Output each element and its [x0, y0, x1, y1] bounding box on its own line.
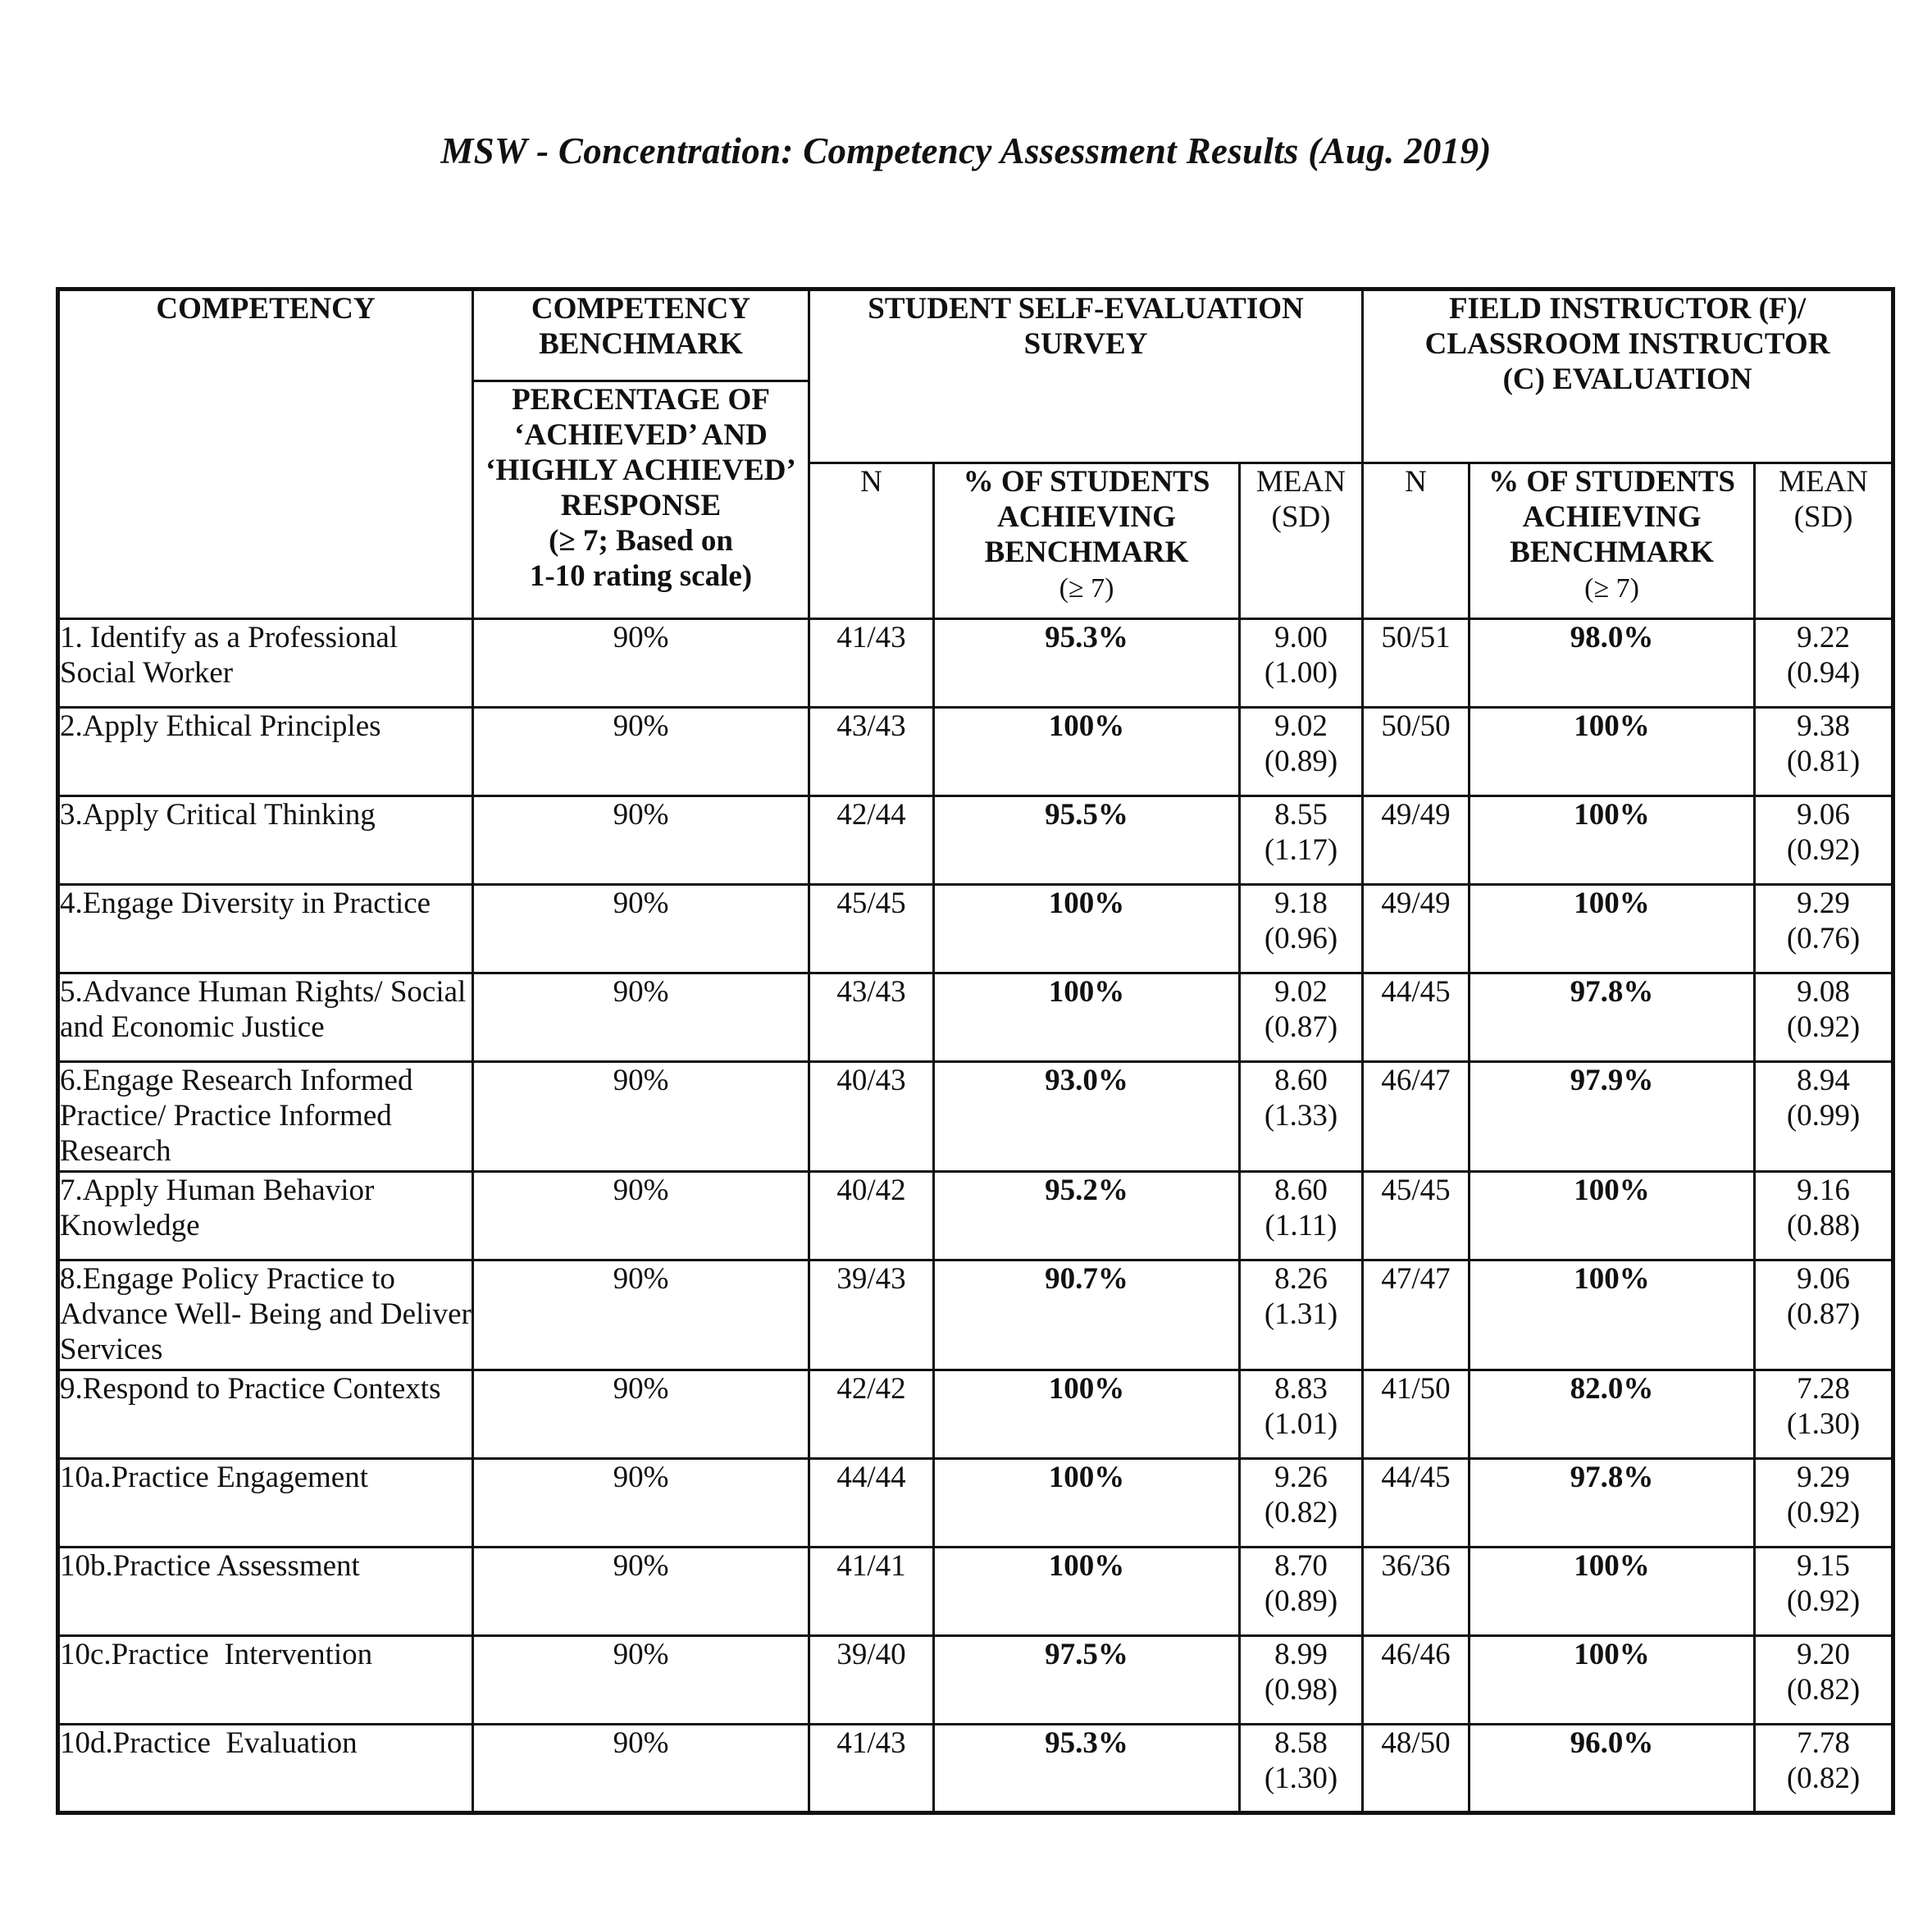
field-n-cell: 49/49	[1363, 885, 1470, 973]
header-competency: COMPETENCY	[58, 289, 473, 619]
student-mean-cell	[1240, 1062, 1363, 1172]
competency-results-table	[56, 287, 1895, 1815]
table-row	[58, 619, 1893, 708]
header-field-n: N	[1363, 463, 1470, 619]
field-pct-cell: 100%	[1470, 1172, 1755, 1260]
field-mean-cell	[1755, 1459, 1893, 1548]
benchmark-cell: 90%	[473, 1062, 809, 1172]
student-n-cell: 45/45	[809, 885, 934, 973]
field-pct-cell: 100%	[1470, 885, 1755, 973]
mean-value: 9.29	[1797, 887, 1850, 920]
document-title: MSW - Concentration: Competency Assessment Results (Aug. 2019)	[440, 130, 1492, 171]
field-n-cell: 41/50	[1363, 1370, 1470, 1459]
header-student-mean	[1240, 463, 1363, 619]
student-mean-line1: MEAN	[1256, 465, 1346, 499]
student-n-cell: 41/43	[809, 619, 934, 708]
student-n-cell: 43/43	[809, 708, 934, 796]
mean-value: 9.06	[1797, 1262, 1850, 1296]
competency-cell: 10a.Practice Engagement	[58, 1459, 473, 1548]
student-pct-cell: 100%	[934, 885, 1240, 973]
field-mean-line1: MEAN	[1779, 465, 1869, 499]
benchmark-cell: 90%	[473, 619, 809, 708]
mean-value: 8.70	[1274, 1549, 1328, 1583]
mean-value: 9.06	[1797, 798, 1850, 832]
field-pct-cell: 97.9%	[1470, 1062, 1755, 1172]
student-mean-cell	[1240, 1636, 1363, 1725]
field-pct-line2: ACHIEVING	[1522, 500, 1702, 534]
field-n-cell: 44/45	[1363, 1459, 1470, 1548]
benchmark-sub-line1: PERCENTAGE OF	[512, 383, 770, 417]
competency-cell: 5.Advance Human Rights/ Social and Economic Justice	[58, 973, 473, 1062]
field-n-cell: 49/49	[1363, 796, 1470, 885]
student-mean-cell	[1240, 885, 1363, 973]
benchmark-sub-line6: 1-10 rating scale)	[529, 559, 753, 593]
competency-cell: 10c.Practice Intervention	[58, 1636, 473, 1725]
field-n-cell: 45/45	[1363, 1172, 1470, 1260]
mean-value: 9.02	[1274, 709, 1328, 743]
student-mean-cell	[1240, 973, 1363, 1062]
table-row	[58, 796, 1893, 885]
benchmark-sub-line5: (≥ 7; Based on	[549, 524, 733, 558]
table-row	[58, 1548, 1893, 1636]
student-pct-cell: 100%	[934, 1370, 1240, 1459]
benchmark-cell: 90%	[473, 1459, 809, 1548]
benchmark-cell: 90%	[473, 973, 809, 1062]
table-row	[58, 973, 1893, 1062]
student-mean-line2: (SD)	[1271, 500, 1331, 534]
competency-cell: 10b.Practice Assessment	[58, 1548, 473, 1636]
student-pct-cell: 100%	[934, 973, 1240, 1062]
field-mean-cell	[1755, 708, 1893, 796]
sd-value: (0.89)	[1264, 745, 1338, 778]
mean-value: 9.08	[1797, 975, 1850, 1009]
field-pct-cell: 98.0%	[1470, 619, 1755, 708]
mean-value: 8.83	[1274, 1372, 1328, 1406]
header-benchmark-description	[473, 381, 809, 619]
table-row	[58, 1725, 1893, 1813]
student-pct-cell: 90.7%	[934, 1260, 1240, 1370]
table-row	[58, 1459, 1893, 1548]
mean-value: 9.00	[1274, 621, 1328, 654]
field-pct-line3: BENCHMARK	[1510, 536, 1714, 569]
mean-value: 7.28	[1797, 1372, 1850, 1406]
sd-value: (0.92)	[1786, 1584, 1861, 1618]
sd-value: (1.17)	[1264, 833, 1338, 867]
field-mean-cell	[1755, 1370, 1893, 1459]
competency-cell: 2.Apply Ethical Principles	[58, 708, 473, 796]
student-n-cell: 40/43	[809, 1062, 934, 1172]
table-row	[58, 1370, 1893, 1459]
student-n-cell: 39/43	[809, 1260, 934, 1370]
competency-cell: 3.Apply Critical Thinking	[58, 796, 473, 885]
sd-value: (0.82)	[1786, 1673, 1861, 1707]
field-mean-cell	[1755, 1636, 1893, 1725]
field-n-cell: 46/47	[1363, 1062, 1470, 1172]
field-mean-cell	[1755, 1548, 1893, 1636]
competency-cell: 10d.Practice Evaluation	[58, 1725, 473, 1813]
student-n-cell: 41/41	[809, 1548, 934, 1636]
student-n-cell: 42/44	[809, 796, 934, 885]
student-pct-cell: 93.0%	[934, 1062, 1240, 1172]
mean-value: 8.94	[1797, 1064, 1850, 1097]
student-pct-line4: (≥ 7)	[1059, 573, 1114, 604]
field-mean-cell	[1755, 796, 1893, 885]
student-mean-cell	[1240, 1725, 1363, 1813]
benchmark-sub-line4: RESPONSE	[560, 489, 722, 522]
benchmark-cell: 90%	[473, 1260, 809, 1370]
benchmark-cell: 90%	[473, 708, 809, 796]
field-n-cell: 46/46	[1363, 1636, 1470, 1725]
student-n-cell: 42/42	[809, 1370, 934, 1459]
student-pct-cell: 100%	[934, 708, 1240, 796]
sd-value: (0.76)	[1786, 922, 1861, 955]
field-pct-cell: 100%	[1470, 1636, 1755, 1725]
table-row	[58, 1172, 1893, 1260]
field-mean-cell	[1755, 1260, 1893, 1370]
field-mean-cell	[1755, 1172, 1893, 1260]
sd-value: (1.30)	[1264, 1762, 1338, 1795]
table-row	[58, 885, 1893, 973]
student-pct-cell: 97.5%	[934, 1636, 1240, 1725]
student-n-cell: 44/44	[809, 1459, 934, 1548]
field-n-cell: 44/45	[1363, 973, 1470, 1062]
field-pct-line1: % OF STUDENTS	[1488, 465, 1735, 499]
student-pct-cell: 100%	[934, 1459, 1240, 1548]
field-pct-cell: 100%	[1470, 708, 1755, 796]
student-mean-cell	[1240, 1370, 1363, 1459]
student-pct-line1: % OF STUDENTS	[963, 465, 1210, 499]
field-pct-cell: 100%	[1470, 1260, 1755, 1370]
header-student-survey: STUDENT SELF-EVALUATION SURVEY	[809, 289, 1363, 463]
student-n-cell: 43/43	[809, 973, 934, 1062]
benchmark-cell: 90%	[473, 1636, 809, 1725]
mean-value: 8.26	[1274, 1262, 1328, 1296]
table-row	[58, 1636, 1893, 1725]
field-pct-cell: 96.0%	[1470, 1725, 1755, 1813]
field-mean-cell	[1755, 619, 1893, 708]
benchmark-cell: 90%	[473, 1172, 809, 1260]
benchmark-cell: 90%	[473, 885, 809, 973]
student-mean-cell	[1240, 619, 1363, 708]
mean-value: 9.18	[1274, 887, 1328, 920]
student-pct-cell: 95.3%	[934, 1725, 1240, 1813]
benchmark-cell: 90%	[473, 796, 809, 885]
sd-value: (0.98)	[1264, 1673, 1338, 1707]
header-student-n: N	[809, 463, 934, 619]
header-field-pct	[1470, 463, 1755, 619]
student-mean-cell	[1240, 1548, 1363, 1636]
student-pct-line3: BENCHMARK	[984, 536, 1189, 569]
header-field-mean	[1755, 463, 1893, 619]
competency-cell: 8.Engage Policy Practice to Advance Well- Being and Deliver Services	[58, 1260, 473, 1370]
field-mean-line2: (SD)	[1793, 500, 1853, 534]
mean-value: 8.60	[1274, 1064, 1328, 1097]
benchmark-cell: 90%	[473, 1725, 809, 1813]
mean-value: 8.58	[1274, 1726, 1328, 1760]
table-row	[58, 1062, 1893, 1172]
student-mean-cell	[1240, 1459, 1363, 1548]
mean-value: 9.22	[1797, 621, 1850, 654]
student-pct-cell: 95.3%	[934, 619, 1240, 708]
sd-value: (0.92)	[1786, 1010, 1861, 1044]
sd-value: (0.82)	[1786, 1762, 1861, 1795]
competency-cell: 6.Engage Research Informed Practice/ Practice Informed Research	[58, 1062, 473, 1172]
field-n-cell: 36/36	[1363, 1548, 1470, 1636]
header-field-instructor	[1363, 289, 1893, 463]
student-n-cell: 41/43	[809, 1725, 934, 1813]
field-pct-cell: 97.8%	[1470, 973, 1755, 1062]
sd-value: (0.99)	[1786, 1099, 1861, 1133]
sd-value: (0.81)	[1786, 745, 1861, 778]
field-pct-cell: 97.8%	[1470, 1459, 1755, 1548]
student-pct-cell: 95.2%	[934, 1172, 1240, 1260]
field-n-cell: 47/47	[1363, 1260, 1470, 1370]
sd-value: (0.87)	[1786, 1297, 1861, 1331]
student-mean-cell	[1240, 1260, 1363, 1370]
mean-value: 7.78	[1797, 1726, 1850, 1760]
field-pct-cell: 82.0%	[1470, 1370, 1755, 1459]
sd-value: (1.01)	[1264, 1407, 1338, 1441]
sd-value: (1.30)	[1786, 1407, 1861, 1441]
student-n-cell: 39/40	[809, 1636, 934, 1725]
sd-value: (0.94)	[1786, 656, 1861, 690]
sd-value: (1.11)	[1264, 1209, 1337, 1242]
sd-value: (0.82)	[1264, 1496, 1338, 1529]
mean-value: 9.26	[1274, 1461, 1328, 1494]
benchmark-cell: 90%	[473, 1548, 809, 1636]
field-pct-line4: (≥ 7)	[1584, 573, 1639, 604]
mean-value: 9.38	[1797, 709, 1850, 743]
mean-value: 9.15	[1797, 1549, 1850, 1583]
competency-cell: 9.Respond to Practice Contexts	[58, 1370, 473, 1459]
header-field-line1: FIELD INSTRUCTOR (F)/	[1448, 292, 1807, 326]
field-n-cell: 50/50	[1363, 708, 1470, 796]
sd-value: (0.92)	[1786, 1496, 1861, 1529]
table-row	[58, 1260, 1893, 1370]
mean-value: 9.02	[1274, 975, 1328, 1009]
mean-value: 9.20	[1797, 1638, 1850, 1671]
mean-value: 8.60	[1274, 1174, 1328, 1207]
competency-cell: 1. Identify as a Professional Social Worker	[58, 619, 473, 708]
field-mean-cell	[1755, 1062, 1893, 1172]
header-field-line2: CLASSROOM INSTRUCTOR	[1424, 327, 1830, 361]
sd-value: (0.87)	[1264, 1010, 1338, 1044]
field-mean-cell	[1755, 885, 1893, 973]
benchmark-sub-line3: ‘HIGHLY ACHIEVED’	[485, 454, 796, 487]
sd-value: (0.96)	[1264, 922, 1338, 955]
mean-value: 8.55	[1274, 798, 1328, 832]
student-pct-cell: 95.5%	[934, 796, 1240, 885]
student-pct-line2: ACHIEVING	[997, 500, 1176, 534]
student-pct-cell: 100%	[934, 1548, 1240, 1636]
competency-cell: 4.Engage Diversity in Practice	[58, 885, 473, 973]
student-n-cell: 40/42	[809, 1172, 934, 1260]
benchmark-cell: 90%	[473, 1370, 809, 1459]
field-pct-cell: 100%	[1470, 1548, 1755, 1636]
sd-value: (1.00)	[1264, 656, 1338, 690]
sd-value: (0.89)	[1264, 1584, 1338, 1618]
competency-cell: 7.Apply Human Behavior Knowledge	[58, 1172, 473, 1260]
student-mean-cell	[1240, 796, 1363, 885]
mean-value: 8.99	[1274, 1638, 1328, 1671]
benchmark-sub-line2: ‘ACHIEVED’ AND	[514, 418, 768, 452]
field-pct-cell: 100%	[1470, 796, 1755, 885]
sd-value: (1.33)	[1264, 1099, 1338, 1133]
sd-value: (0.88)	[1786, 1209, 1861, 1242]
header-student-pct	[934, 463, 1240, 619]
student-mean-cell	[1240, 1172, 1363, 1260]
mean-value: 9.29	[1797, 1461, 1850, 1494]
field-mean-cell	[1755, 1725, 1893, 1813]
field-n-cell: 50/51	[1363, 619, 1470, 708]
field-n-cell: 48/50	[1363, 1725, 1470, 1813]
field-mean-cell	[1755, 973, 1893, 1062]
header-benchmark: COMPETENCY BENCHMARK	[473, 289, 809, 381]
sd-value: (1.31)	[1264, 1297, 1338, 1331]
sd-value: (0.92)	[1786, 833, 1861, 867]
student-mean-cell	[1240, 708, 1363, 796]
mean-value: 9.16	[1797, 1174, 1850, 1207]
table-row	[58, 708, 1893, 796]
header-field-line3: (C) EVALUATION	[1502, 362, 1752, 396]
